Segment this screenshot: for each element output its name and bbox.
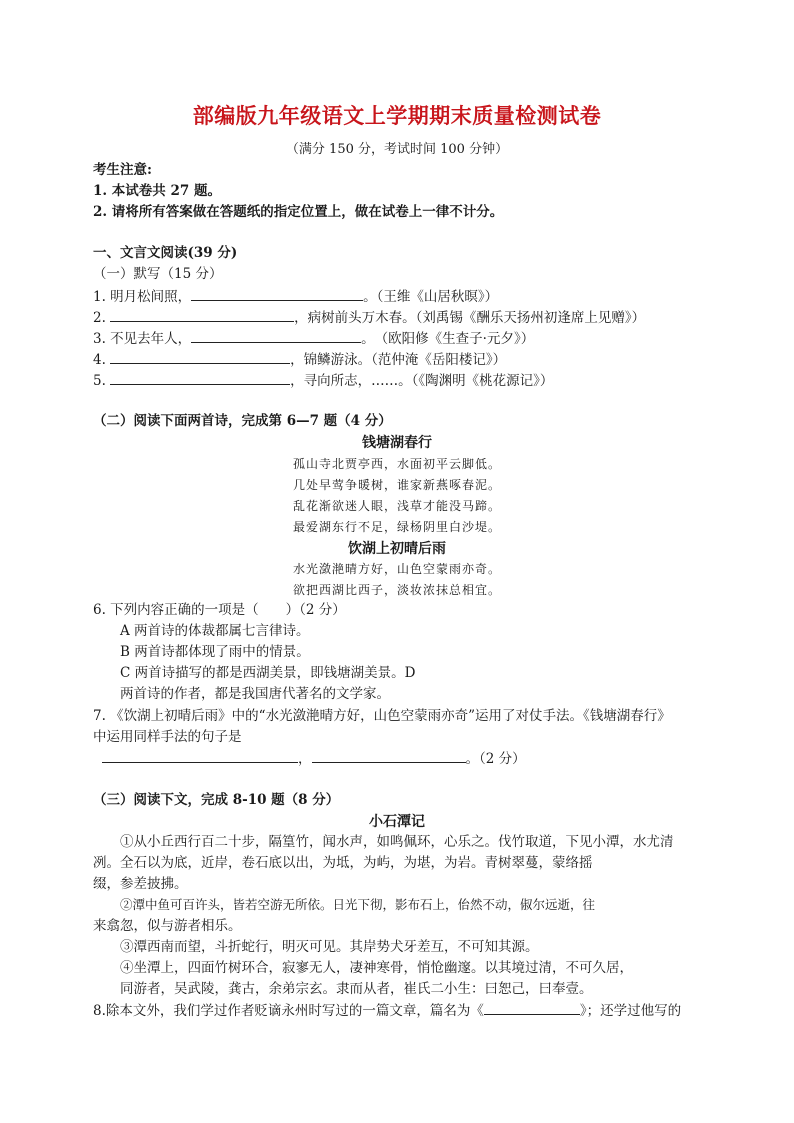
poem-1-line: 孤山寺北贾亭西，水面初平云脚低。: [292, 457, 501, 471]
section1-heading: 一、文言文阅读(39 分): [93, 245, 238, 261]
notice-item-1: 1. 本试卷共 27 题。: [93, 183, 221, 199]
essay-title: 小石潭记: [369, 814, 425, 830]
essay-paragraph-4: ④坐潭上，四面竹树环合，寂寥无人，凄神寒骨，悄怆幽邃。以其境过清，不可久居，: [120, 960, 633, 976]
question-4-prefix: 4.: [93, 352, 111, 368]
essay-paragraph-1: 缀，参差披拂。: [93, 876, 188, 892]
question-4: [93, 349, 506, 370]
notice-item-2: 2. 请将所有答案做在答题纸的指定位置上，做在试卷上一律不计分。: [93, 204, 504, 220]
answer-blank-4[interactable]: [110, 349, 290, 364]
question-1: [93, 286, 498, 307]
page-title: 部编版九年级语文上学期期末质量检测试卷: [192, 103, 602, 128]
answer-blank-2[interactable]: [110, 307, 294, 322]
question-7-separator: ，: [298, 751, 312, 767]
poem-1-line: 最爱湖东行不足，绿杨阴里白沙堤。: [292, 520, 501, 534]
question-2-suffix: ，病树前头万木春。（刘禹锡《酬乐天扬州初逢席上见赠》）: [294, 310, 646, 326]
essay-paragraph-1: ①从小丘西行百二十步，隔篁竹，闻水声，如鸣佩环，心乐之。伐竹取道，下见小潭，水尤清: [120, 834, 674, 850]
poem-1-line: 几处早莺争暖树，谁家新燕啄春泥。: [292, 478, 501, 492]
question-3-suffix: 。 （欧阳修《生查子·元夕》）: [361, 331, 535, 347]
question-6-option-b: B 两首诗都体现了雨中的情景。: [120, 644, 310, 660]
section2-heading: （二）阅读下面两首诗，完成第 6—7 题（4 分）: [93, 413, 392, 429]
question-2: [93, 307, 645, 328]
section3-heading: （三）阅读下文，完成 8-10 题（8 分）: [93, 792, 340, 808]
question-8: [93, 1000, 681, 1021]
essay-paragraph-5: 同游者，吴武陵，龚古，余弟宗玄。隶而从者，崔氏二小生：曰恕己，曰奉壹。: [120, 981, 593, 997]
answer-blank-3[interactable]: [191, 328, 361, 343]
essay-paragraph-3: ③潭西南而望，斗折蛇行，明灭可见。其岸势犬牙差互，不可知其源。: [120, 939, 539, 955]
question-6-option-a: A 两首诗的体裁都属七言律诗。: [120, 623, 310, 639]
poem-2-line: 水光潋滟晴方好，山色空蒙雨亦奇。: [292, 562, 501, 576]
question-6-option-d: 两首诗的作者，都是我国唐代著名的文学家。: [120, 686, 390, 702]
poem-1-title: 钱塘湖春行: [362, 435, 432, 451]
answer-blank-7a[interactable]: [102, 748, 298, 763]
section1-sub-heading: （一）默写（15 分）: [93, 266, 223, 282]
poem-1-line: 乱花渐欲迷人眼，浅草才能没马蹄。: [292, 499, 501, 513]
question-5: [93, 370, 553, 391]
poem-2-line: 欲把西湖比西子，淡妆浓抹总相宜。: [292, 583, 501, 597]
question-5-prefix: 5.: [93, 373, 111, 389]
question-7-end: 。（2 分）: [465, 751, 526, 767]
answer-blank-7b[interactable]: [312, 748, 466, 763]
question-6-option-c: C 两首诗描写的都是西湖美景，即钱塘湖美景。D: [120, 665, 416, 681]
question-7-answer-line: [102, 748, 526, 769]
poem-2-title: 饮湖上初晴后雨: [348, 541, 446, 557]
essay-paragraph-2: ②潭中鱼可百许头，皆若空游无所依。日光下彻，影布石上，佁然不动，俶尔远逝，往: [120, 897, 596, 912]
answer-blank-1[interactable]: [191, 286, 363, 301]
question-1-suffix: 。（王维《山居秋暝》）: [363, 289, 499, 305]
question-5-suffix: ，寻向所志，……。（《陶渊明《桃花源记》）: [290, 373, 554, 389]
question-6: 6. 下列内容正确的一项是（ ）（2 分）: [93, 602, 346, 618]
answer-blank-8[interactable]: [484, 1000, 580, 1015]
question-2-prefix: 2.: [93, 310, 111, 326]
question-3: [93, 328, 534, 349]
answer-blank-5[interactable]: [110, 370, 290, 385]
essay-paragraph-1: 冽。全石以为底，近岸，卷石底以出，为坻，为屿，为堪，为岩。青树翠蔓，蒙络摇: [93, 855, 593, 871]
question-8-suffix: 》；还学过他写的: [579, 1003, 682, 1019]
notice-heading: 考生注意:: [93, 162, 152, 178]
question-1-prefix: 1. 明月松间照，: [93, 289, 192, 305]
question-8-prefix: 8.除本文外，我们学过作者贬谪永州时写过的一篇文章，篇名为《: [93, 1003, 484, 1019]
question-3-prefix: 3. 不见去年人，: [93, 331, 192, 347]
question-4-suffix: ，锦鳞游泳。（范仲淹《岳阳楼记》）: [290, 352, 507, 368]
question-7-line-2: 中运用同样手法的句子是: [93, 729, 242, 745]
question-7-line-1: 7. 《饮湖上初晴后雨》中的“水光潋滟晴方好，山色空蒙雨亦奇”运用了对仗手法。《钱塘湖春行》: [93, 708, 671, 724]
essay-paragraph-2: 来翕忽，似与游者相乐。: [93, 918, 242, 934]
exam-subtitle: （满分 150 分，考试时间 100 分钟）: [285, 142, 509, 157]
